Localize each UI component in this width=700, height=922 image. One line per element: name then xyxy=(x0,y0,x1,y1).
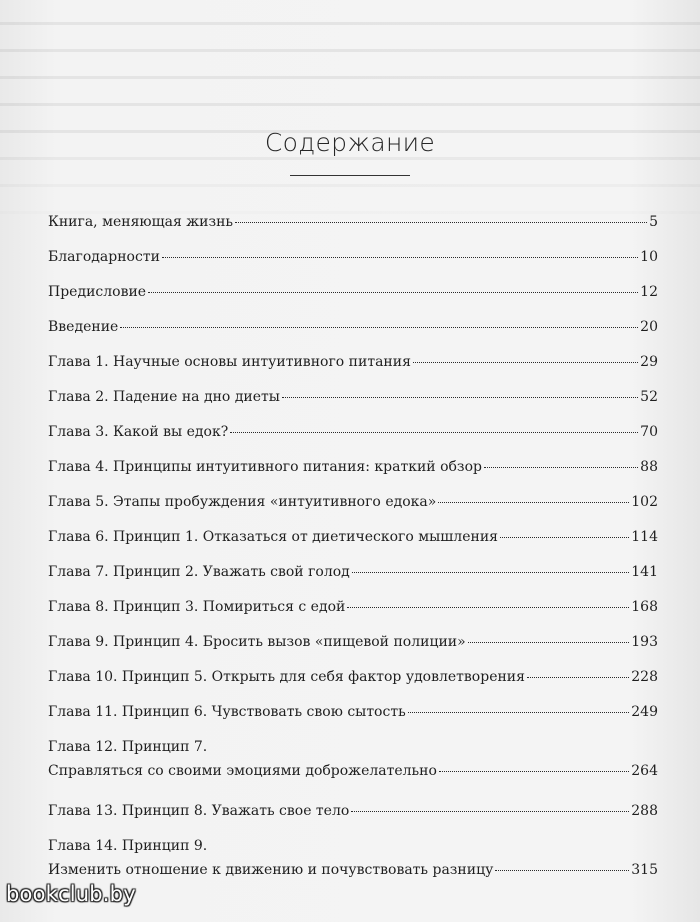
toc-leader xyxy=(282,396,638,398)
toc-entry-title: Справляться со своими эмоциями доброжелательно xyxy=(48,763,437,779)
toc-entry xyxy=(48,633,658,668)
toc-page-number: 102 xyxy=(631,494,658,510)
toc-entry-title: Благодарности xyxy=(48,249,160,265)
toc-entry xyxy=(48,318,658,353)
toc-entry xyxy=(48,802,658,837)
toc-leader xyxy=(527,676,629,678)
toc-entry xyxy=(48,283,658,318)
toc-leader xyxy=(408,711,630,713)
toc-entry xyxy=(48,738,658,802)
toc-entry-title: Глава 10. Принцип 5. Открыть для себя фактор удовлетворения xyxy=(48,669,525,685)
toc-page-number: 20 xyxy=(640,319,658,335)
toc-entry-title: Глава 4. Принципы интуитивного питания: краткий обзор xyxy=(48,459,482,475)
toc-page-number: 264 xyxy=(631,763,658,779)
toc-page-number: 5 xyxy=(649,214,658,230)
toc-leader xyxy=(148,291,638,293)
toc-entry-title: Глава 5. Этапы пробуждения «интуитивного едока» xyxy=(48,494,437,510)
toc-entry-title: Глава 7. Принцип 2. Уважать свой голод xyxy=(48,564,350,580)
toc-page-number: 88 xyxy=(640,459,658,475)
toc-entry-title: Книга, меняющая жизнь xyxy=(48,214,234,230)
toc-page-number: 12 xyxy=(640,284,658,300)
toc-leader xyxy=(352,571,629,573)
toc-page-number: 10 xyxy=(640,249,658,265)
toc-entry xyxy=(48,353,658,388)
toc-leader xyxy=(351,810,629,812)
toc-entry-title: Изменить отношение к движению и почувствовать разницу xyxy=(48,862,494,878)
bleed-through-text xyxy=(0,0,700,230)
toc-entry-title: Глава 3. Какой вы едок? xyxy=(48,424,229,440)
toc-page-number: 29 xyxy=(640,354,658,370)
toc-entry-title: Глава 6. Принцип 1. Отказаться от диетического мышления xyxy=(48,529,498,545)
toc-leader xyxy=(439,770,629,772)
toc-entry-title: Глава 8. Принцип 3. Помириться с едой xyxy=(48,599,346,615)
toc-page-number: 141 xyxy=(631,564,658,580)
toc-entry-title: Глава 11. Принцип 6. Чувствовать свою сытость xyxy=(48,704,406,720)
toc-entry-title: Глава 13. Принцип 8. Уважать свое тело xyxy=(48,803,350,819)
watermark-logo: bookclub.by xyxy=(6,882,136,906)
table-of-contents xyxy=(48,213,658,901)
toc-entry-heading: Глава 12. Принцип 7. xyxy=(48,739,208,755)
toc-entry-title: Глава 2. Падение на дно диеты xyxy=(48,389,280,405)
toc-page-number: 288 xyxy=(631,803,658,819)
toc-leader xyxy=(235,221,647,223)
toc-entry xyxy=(48,458,658,493)
toc-leader xyxy=(162,256,638,258)
toc-page-number: 114 xyxy=(631,529,658,545)
toc-entry xyxy=(48,213,658,248)
toc-leader xyxy=(413,361,638,363)
toc-entry xyxy=(48,598,658,633)
toc-entry xyxy=(48,388,658,423)
toc-leader xyxy=(347,606,629,608)
toc-leader xyxy=(230,431,638,433)
toc-entry xyxy=(48,248,658,283)
toc-page-number: 70 xyxy=(640,424,658,440)
title-rule xyxy=(290,175,410,176)
toc-page-number: 249 xyxy=(631,704,658,720)
toc-entry-heading: Глава 14. Принцип 9. xyxy=(48,838,208,854)
toc-leader xyxy=(500,536,629,538)
toc-entry-title: Глава 1. Научные основы интуитивного питания xyxy=(48,354,411,370)
page-title: Содержание xyxy=(264,128,436,157)
toc-entry xyxy=(48,668,658,703)
toc-entry xyxy=(48,563,658,598)
toc-page-number: 52 xyxy=(640,389,658,405)
toc-page-number: 193 xyxy=(631,634,658,650)
toc-leader xyxy=(120,326,638,328)
toc-entry xyxy=(48,493,658,528)
toc-leader xyxy=(438,501,629,503)
toc-page-number: 168 xyxy=(631,599,658,615)
toc-leader xyxy=(495,869,629,871)
toc-entry xyxy=(48,423,658,458)
toc-page-number: 228 xyxy=(631,669,658,685)
toc-leader xyxy=(468,641,630,643)
toc-page-number: 315 xyxy=(631,862,658,878)
toc-entry-title: Глава 9. Принцип 4. Бросить вызов «пищевой полиции» xyxy=(48,634,466,650)
toc-entry-title: Предисловие xyxy=(48,284,147,300)
toc-entry-title: Введение xyxy=(48,319,119,335)
toc-entry xyxy=(48,703,658,738)
toc-entry xyxy=(48,528,658,563)
toc-leader xyxy=(484,466,638,468)
